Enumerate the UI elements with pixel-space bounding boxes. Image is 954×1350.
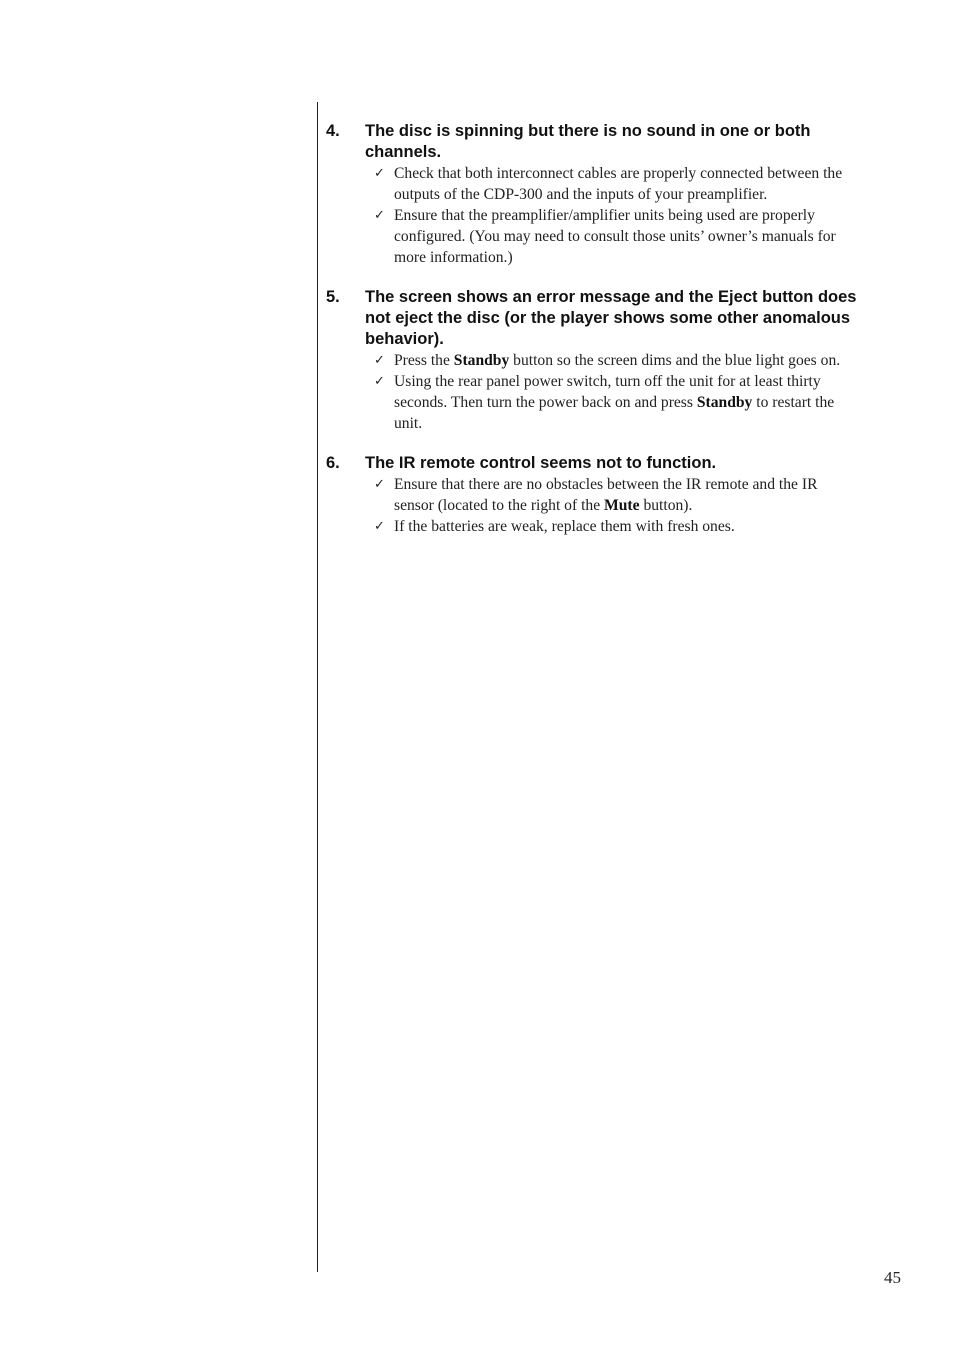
checkmark-icon: ✓ [374, 477, 385, 492]
bullet-list [326, 163, 886, 268]
checkmark-icon: ✓ [374, 166, 385, 181]
list-item [374, 371, 886, 434]
checkmark-icon: ✓ [374, 519, 385, 534]
section-5 [326, 287, 886, 434]
section-heading [326, 287, 886, 350]
section-title: The IR remote control seems not to function. [365, 454, 717, 472]
bullet-text: Using the rear panel power switch, turn off the unit for at least thirty seconds. Then turn the power back on and press Standby to restart the unit. [394, 373, 835, 432]
standby-term: Standby [453, 352, 510, 369]
section-title: The screen shows an error message and the Eject button does not eject the disc (or the player shows some other anomalous behavior). [365, 288, 857, 348]
section-number: 5. [326, 288, 340, 306]
bullet-text: Ensure that there are no obstacles between the IR remote and the IR sensor (located to the right of the Mute button). [394, 476, 818, 514]
section-number: 6. [326, 454, 340, 472]
section-number: 4. [326, 122, 340, 140]
margin-rule [317, 102, 318, 1272]
page-number: 45 [884, 1268, 901, 1287]
list-item [374, 516, 886, 537]
section-heading [326, 453, 886, 474]
troubleshooting-list [326, 121, 886, 556]
list-item [374, 350, 886, 371]
checkmark-icon: ✓ [374, 208, 385, 223]
bullet-list [326, 474, 886, 537]
section-heading [326, 121, 886, 163]
list-item [374, 163, 886, 205]
mute-term: Mute [604, 497, 640, 514]
checkmark-icon: ✓ [374, 353, 385, 368]
checkmark-icon: ✓ [374, 374, 385, 389]
bullet-text: Check that both interconnect cables are properly connected between the outputs of the CDP-300 and the inputs of your preamplifier. [394, 165, 843, 203]
section-4 [326, 121, 886, 268]
standby-term: Standby [696, 394, 753, 411]
bullet-list [326, 350, 886, 434]
section-title: The disc is spinning but there is no sound in one or both channels. [365, 122, 811, 161]
bullet-text: Ensure that the preamplifier/amplifier units being used are properly configured. (You may need to consult those units’ owner’s manuals for more information.) [394, 207, 836, 266]
section-6 [326, 453, 886, 537]
list-item [374, 474, 886, 516]
bullet-text: Press the Standby button so the screen dims and the blue light goes on. [394, 352, 841, 369]
list-item [374, 205, 886, 268]
bullet-text: If the batteries are weak, replace them with fresh ones. [394, 518, 735, 535]
